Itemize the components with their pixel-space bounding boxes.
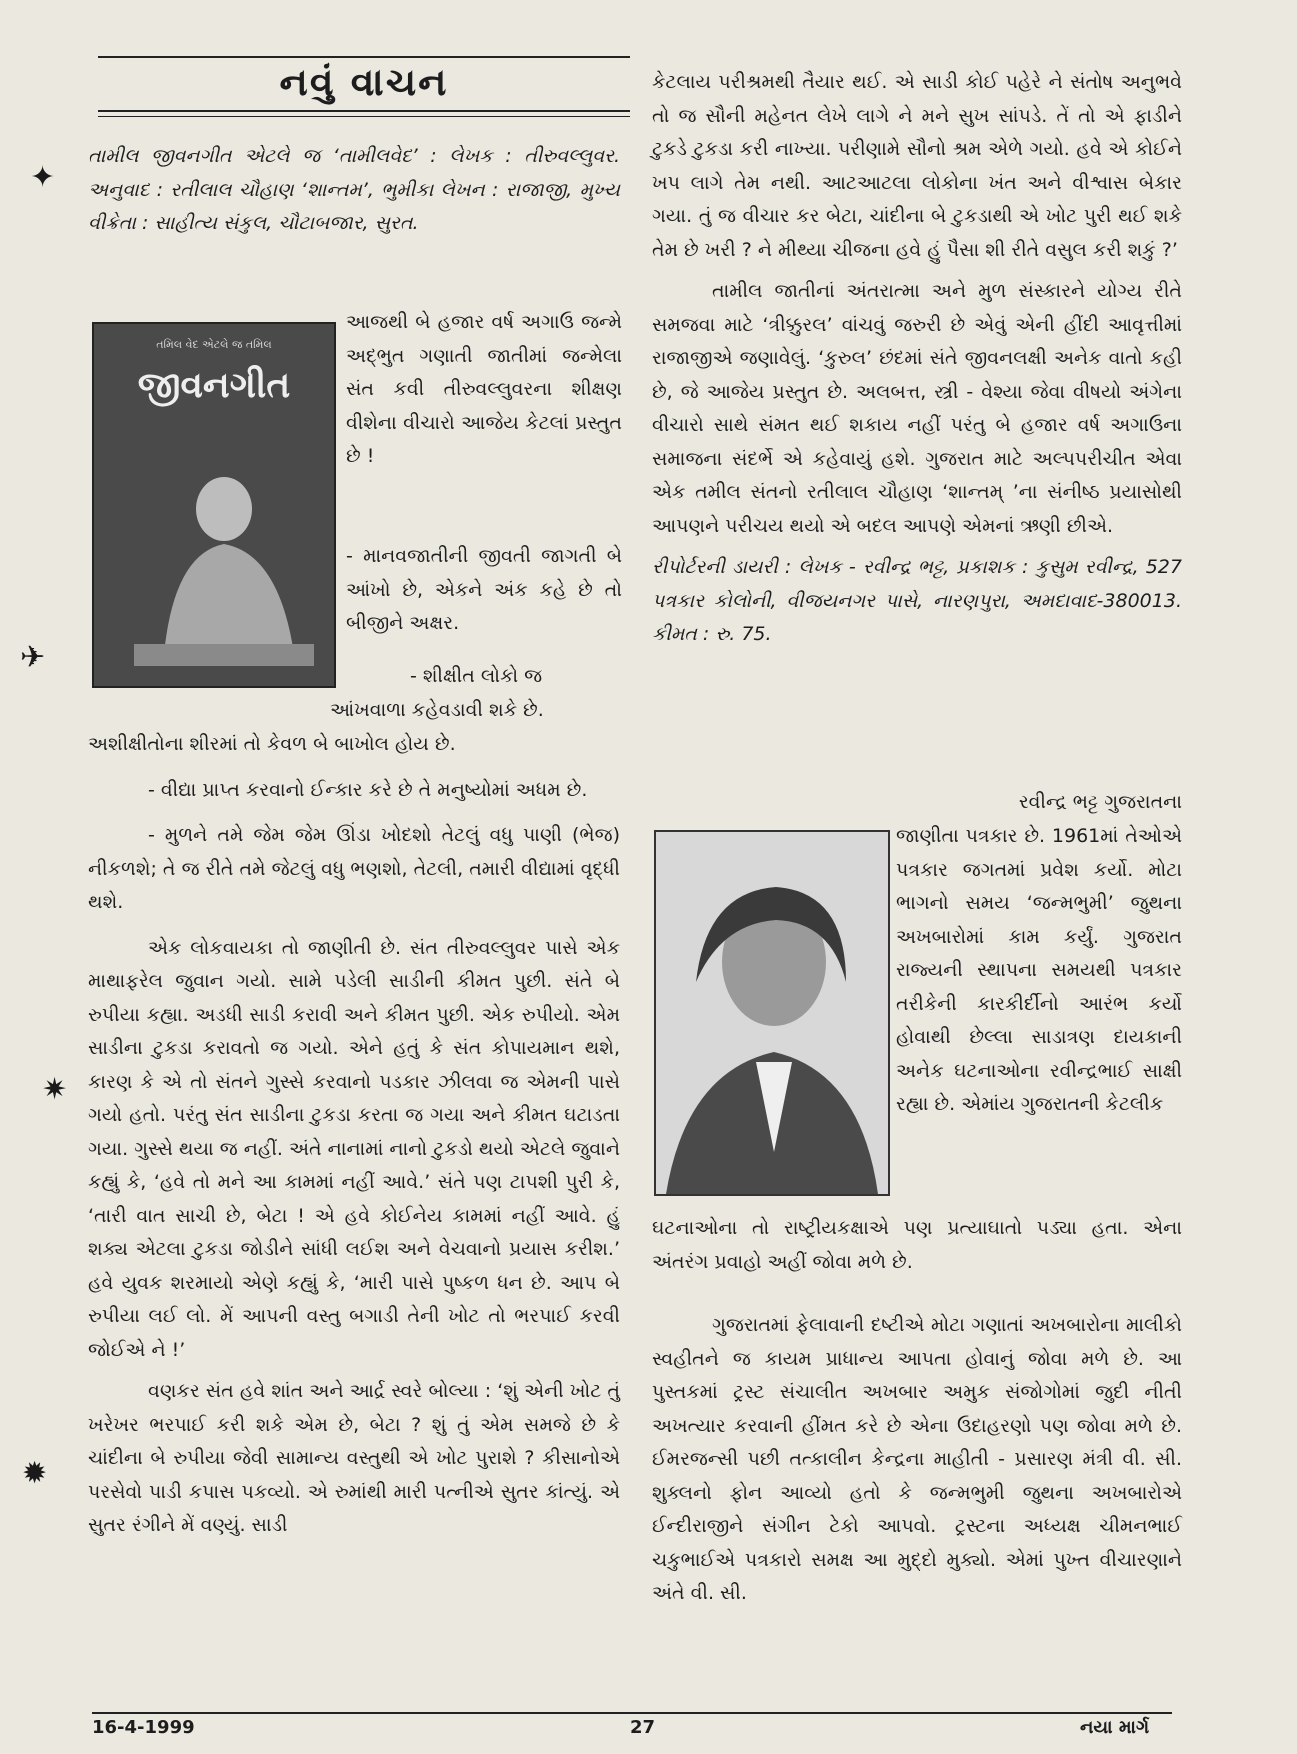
review2-heading: રીપોર્ટરની ડાયરી : લેખક - રવીન્દ્ર ભટ્ટ, પ્રકાશક : કુસુમ રવીન્દ્ર, 527 પત્રકાર કોલોની, વીજયનગર પાસે, નારણપુરા, અમદાવાદ-380013. કીમત : રુ. 75. <box>652 556 1182 645</box>
left-column-lower <box>88 728 620 1543</box>
review1-quote-1: - માનવજાતીની જીવતી જાગતી બે આંખો છે, એકને અંક કહે છે તો બીજીને અક્ષર. <box>346 545 622 634</box>
footer-date: 16-4-1999 <box>92 1717 195 1738</box>
author-photo <box>654 830 890 1196</box>
right-column <box>652 66 1182 652</box>
section-title: નવું વાચન <box>279 60 449 104</box>
review1-quote-2b: આંખવાળા કહેવડાવી શકે છે. <box>330 699 544 721</box>
review2-intro-c: ઘટનાઓના તો રાષ્ટ્રીયકક્ષાએ પણ પ્રત્યાઘાતો પડ્યા હતા. એના અંતરંગ પ્રવાહો અહીં જોવા મળે છે. <box>652 1217 1182 1273</box>
review1-quote-4: - મુળને તમે જેમ જેમ ઊંડા ખોદશો તેટલું વધુ પાણી (ભેજ) નીકળશે; તે જ રીતે તમે જેટલું વધુ ભણશો, તેટલી, તમારી વીદ્યામાં વૃદ્ધી થશે. <box>88 824 620 913</box>
review1-quote-2c: અશીક્ષીતોના શીરમાં તો કેવળ બે બાખોલ હોય છે. <box>88 733 456 755</box>
bird-mark-icon: ✈ <box>20 640 46 675</box>
page-number: 27 <box>630 1717 656 1738</box>
review2-body: ગુજરાતમાં ફેલાવાની દષ્ટીએ મોટા ગણાતાં અખબારોના માલીકો સ્વહીતને જ કાયમ પ્રાધાન્ય આપતા હોવાનું જોવા મળે છે. આ પુસ્તકમાં ટ્રસ્ટ સંચાલીત અખબાર અમુક સંજોગોમાં જુદી નીતી અખત્યાર કરવાની હીંમત કરે છે એના ઉદાહરણો પણ જોવા મળે છે. ઈમરજન્સી પછી તત્કાલીન કેન્દ્રના માહીતી - પ્રસારણ મંત્રી વી. સી. શુક્લનો ફોન આવ્યો હતો કે જન્મભુમી જુથના અખબારોએ ઈન્દીરાજીને સંગીન ટેકો આપવો. ટ્રસ્ટના અધ્યક્ષ ચીમનભાઈ ચકુભાઈએ પત્રકારો સમક્ષ આ મુદ્દો મુક્યો. એમાં પુખ્ત વીચારણાને અંતે વી. સી. <box>652 1314 1182 1604</box>
book-cover-image <box>92 322 336 688</box>
author-portrait-illustration <box>656 832 888 1194</box>
review1-quote-2a: - શીક્ષીત લોકો જ <box>410 665 543 687</box>
review1-heading: તામીલ જીવનગીત એટલે જ ‘તામીલવેદ’ : લેખક : તીરુવલ્લુવર. અનુવાદ : રતીલાલ ચૌહાણ ‘શાન્તમ’, ભુમીકા લેખન : રાજાજી, મુખ્ય વીક્રેતા : સાહીત્ય સંકુલ, ચૌટાબજાર, સુરત. <box>88 145 620 234</box>
review2-intro-b: જાણીતા પત્રકાર છે. 1961માં તેઓએ પત્રકાર જગતમાં પ્રવેશ કર્યો. મોટા ભાગનો સમય ‘જન્મભુમી’ જુથના અખબારોમાં કામ કર્યું. ગુજરાત રાજ્યની સ્થાપના સમયથી પત્રકાર તરીકેની કારકીર્દીનો આરંભ કર્યો હોવાથી છેલ્લા સાડાત્રણ દાયકાની અનેક ઘટનાઓના રવીન્દ્રભાઈ સાક્ષી રહ્યા છે. એમાંય ગુજરાતની કેટલીક <box>896 825 1182 1115</box>
left-column <box>88 140 620 241</box>
title-rule <box>98 110 630 112</box>
publication-name: નયા માર્ગ <box>1080 1717 1150 1738</box>
seated-saint-illustration <box>94 324 334 686</box>
blot-mark-icon: ✹ <box>22 1456 48 1491</box>
splash-mark-icon: ✷ <box>42 1072 68 1107</box>
review1-story-continued: વણકર સંત હવે શાંત અને આર્દ્ર સ્વરે બોલ્યા : ‘શું એની ખોટ તું ખરેખર ભરપાઈ કરી શકે એમ છે, બેટા ? શું તું એમ સમજે છે કે ચાંદીના બે રુપીયા જેવી સામાન્ય વસ્તુથી એ ખોટ પુરાશે ? કીસાનોએ પરસેવો પાડી કપાસ પકવ્યો. એ રુમાંથી મારી પત્નીએ સુતર કાંત્યું. એ સુતર રંગીને મેં વણ્યું. સાડી <box>88 1380 620 1536</box>
review1-conclusion: તામીલ જાતીનાં અંતરાત્મા અને મુળ સંસ્કારને યોગ્ય રીતે સમજવા માટે ‘ત્રીક્કુરલ’ વાંચવું જરુરી છે એવું એની હીંદી આવૃત્તીમાં રાજાજીએ જણાવેલું. ‘કુરુલ’ છંદમાં સંતે જીવનલક્ષી અનેક વાતો કહી છે, જે આજેય પ્રસ્તુત છે. અલબત્ત, સ્ત્રી - વેશ્યા જેવા વીષયો અંગેના વીચારો સાથે સંમત થઈ શકાય નહીં પરંતુ બે હજાર વર્ષ અગાઉના સમાજના સંદર્ભે એ કહેવાયું હશે. ગુજરાત માટે અલ્પપરીચીત એવા એક તમીલ સંતનો રતીલાલ ચૌહાણ ‘શાન્તમ્ ’ના સંનીષ્ઠ પ્રયાસોથી આપણને પરીચય થયો એ બદલ આપણે એમનાં ઋણી છીએ. <box>652 280 1182 537</box>
review1-quote-3: - વીદ્યા પ્રાપ્ત કરવાનો ઈન્કાર કરે છે તે મનુષ્યોમાં અધમ છે. <box>148 778 588 801</box>
book-cover-title: જીવનગીત <box>137 365 291 406</box>
review1-story: એક લોકવાયકા તો જાણીતી છે. સંત તીરુવલ્લુવર પાસે એક માથાફરેલ જુવાન ગયો. સામે પડેલી સાડીની કીમત પુછી. સંતે બે રુપીયા કહ્યા. અડધી સાડી કરાવી અને કીમત પુછી. એક રુપીયો. એમ સાડીના ટુકડા કરાવતો જ ગયો. એને હતું કે સંત કોપાયમાન થશે, કારણ કે એ તો સંતને ગુસ્સે કરવાનો પડકાર ઝીલવા જ એમની પાસે ગયો હતો. પરંતુ સંત સાડીના ટુકડા કરતા જ ગયા અને કીમત ઘટાડતા ગયા. ગુસ્સે થયા જ નહીં. અંતે નાનામાં નાનો ટુકડો થયો એટલે જુવાને કહ્યું કે, ‘હવે તો મને આ કામમાં નહીં આવે.’ સંતે પણ ટાપશી પુરી કે, ‘તારી વાત સાચી છે, બેટા ! એ હવે કોઈનેય કામમાં નહીં આવે. હું શક્ય એટલા ટુકડા જોડીને સાંધી લઈશ અને વેચવાનો પ્રયાસ કરીશ.’ હવે યુવક શરમાયો એણે કહ્યું કે, ‘મારી પાસે પુષ્કળ ધન છે. આપ બે રુપીયા લઈ લો. મેં આપની વસ્તુ બગાડી તેની ખોટ તો ભરપાઈ કરવી જોઈએ ને !’ <box>88 936 620 1361</box>
review1-story-end: કેટલાય પરીશ્રમથી તૈયાર થઈ. એ સાડી કોઈ પહેરે ને સંતોષ અનુભવે તો જ સૌની મહેનત લેખે લાગે ને મને સુખ સાંપડે. તેં તો એ ફાડીને ટુકડે ટુકડા કરી નાખ્યા. પરીણામે સૌનો શ્રમ એળે ગયો. હવે એ કોઈને ખપ લાગે તેમ નથી. આટઆટલા લોકોના ખંત અને વીશ્વાસ બેકાર ગયા. તું જ વીચાર કર બેટા, ચાંદીના બે ટુકડાથી એ ખોટ પુરી થઈ શકે તેમ છે ખરી ? ને મીથ્યા ચીજના હવે હું પૈસા શી રીતે વસુલ કરી શકું ?’ <box>652 71 1182 261</box>
title-rule-thin <box>98 116 630 117</box>
review2-intro-a: રવીન્દ્ર ભટ્ટ ગુજરાતના <box>1018 791 1182 813</box>
right-column-lower <box>652 1212 1182 1611</box>
book-cover-subtitle: તમિલ વેદ એટલે જ તમિલ <box>156 338 272 351</box>
review1-intro: આજથી બે હજાર વર્ષ અગાઉ જન્મે અદ્ભુત ગણાતી જાતીમાં જન્મેલા સંત કવી તીરુવલ્લુવરના શીક્ષણ વીશેના વીચારો આજેય કેટલાં પ્રસ્તુત છે ! <box>346 311 622 467</box>
star-mark-icon: ✦ <box>30 160 56 195</box>
